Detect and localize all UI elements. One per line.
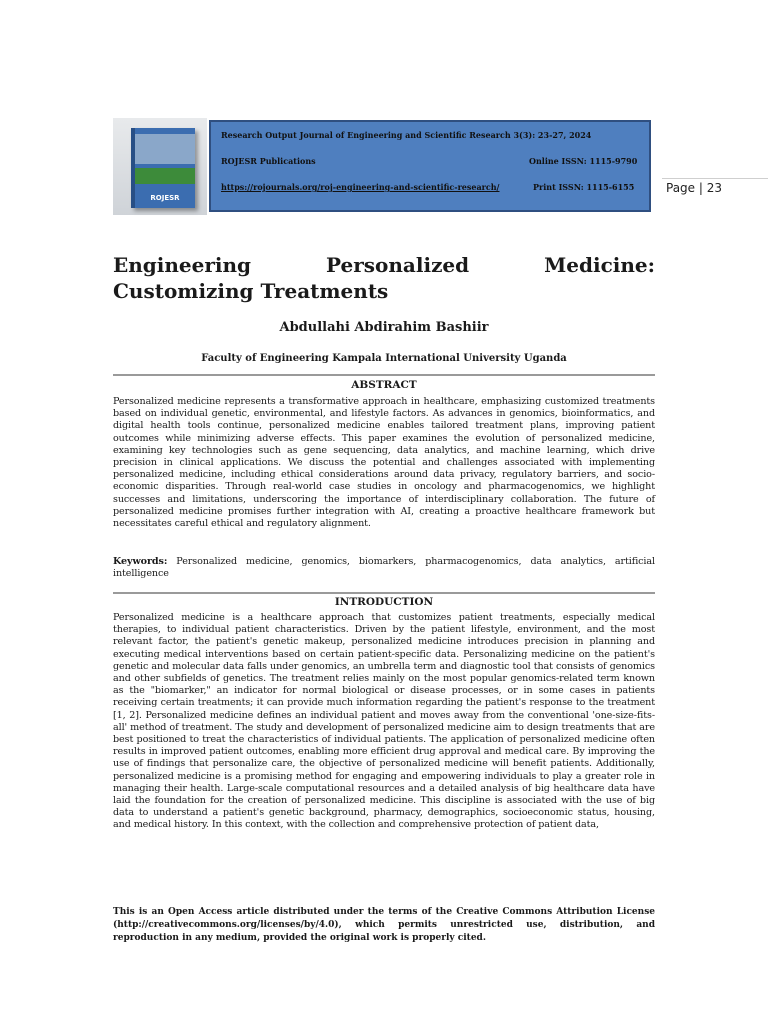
introduction-heading: INTRODUCTION: [334, 596, 434, 608]
publisher-name: ROJESR Publications: [221, 156, 316, 166]
page-number: Page | 23: [666, 181, 722, 195]
journal-book-illustration: [131, 128, 195, 208]
introduction-text: Personalized medicine is a healthcare approach that customizes patient treatments, especially medical therapies, to individual patient characteristics. Driven by the patient lifestyle, environment, and the most relevant factor, the patient's genetic makeup, personalized medicine introduces precision in planning and executing medical interventions based on certain patient-specific data. Personalizing medicine on the patient's genetic and molecular data falls under genomics, an umbrella term and diagnostic tool that consists of genomics and other subfields of genetics. The treatment relies mainly on the most popular genomics-related term known as the "biomarker," an indicator for normal biological or disease processes, or in some cases in patients receiving certain treatments; it can provide much information regarding the patient's response to the treatment [1, 2]. Personalized medicine defines an individual patient and moves away from the conventional 'one-size-fits-all' method of treatment. The study and development of personalized medicine aim to design treatments that are best positioned to treat the characteristics of individual patients. The application of personalized medicine often results in improved patient outcomes, enabling more efficient drug approval and medical care. By improving the use of findings that personalize care, the objective of personalized medicine will benefit patients. Additionally, personalized medicine is a promising method for engaging and empowering individuals to play a greater role in managing their health. Large-scale computational resources and a detailed analysis of big healthcare data have laid the foundation for the creation of personalized medicine. This discipline is associated with the use of big data to understand a patient's genetic background, pharmacy, demographics, socioeconomic status, housing, and medical history. In this context, with the collection and comprehensive protection of patient data,: [113, 612, 655, 831]
cover-brand: ROJESR: [150, 194, 180, 202]
article-title: Engineering Personalized Medicine: Customizing Treatments: [113, 253, 655, 303]
abstract-text: Personalized medicine represents a transformative approach in healthcare, emphasizing customized treatments based on individual genetic, environmental, and lifestyle factors. As advances in genomics, bioinformatics, and digital health tools continue, personalized medicine enables tailored treatment plans, improving patient outcomes while minimizing adverse effects. This paper examines the evolution of personalized medicine, examining key technologies such as gene sequencing, data analytics, and machine learning, which drive precision in clinical applications. We discuss the potential and challenges associated with implementing personalized medicine, including ethical considerations around data privacy, regulatory barriers, and socio-economic disparities. Through real-world case studies in oncology and pharmacogenomics, we highlight successes and limitations, underscoring the importance of interdisciplinary collaboration. The future of personalized medicine promises further integration with AI, creating a proactive healthcare framework but necessitates careful ethical and regulatory alignment.: [113, 396, 655, 530]
keywords-label: Keywords:: [113, 556, 168, 567]
journal-cover-image: [113, 118, 207, 215]
introduction-rule: [113, 592, 655, 594]
license-notice: This is an Open Access article distributed under the terms of the Creative Commons Attribution License (http://creativecommons.org/licenses/by/4.0), which permits unrestricted use, distribution, and reproduction in any medium, provided the original work is properly cited.: [113, 907, 655, 943]
print-issn: Print ISSN: 1115-6155: [533, 182, 635, 192]
keywords: [113, 556, 655, 580]
keywords-list: Personalized medicine, genomics, biomarkers, pharmacogenomics, data analytics, artificial intelligence: [113, 556, 655, 580]
author-affiliation: Faculty of Engineering Kampala International University Uganda: [201, 353, 567, 364]
journal-citation: Research Output Journal of Engineering and Scientific Research 3(3): 23-27, 2024: [221, 130, 592, 140]
abstract-heading: ABSTRACT: [351, 379, 417, 391]
online-issn: Online ISSN: 1115-9790: [529, 156, 638, 166]
article-author: Abdullahi Abdirahim Bashiir: [279, 320, 489, 335]
journal-header: [113, 118, 655, 215]
page-rule: [662, 178, 768, 179]
journal-url-link[interactable]: https://rojournals.org/roj-engineering-and-scientific-research/: [221, 182, 500, 192]
journal-info-box: [209, 120, 651, 212]
abstract-rule: [113, 374, 655, 376]
